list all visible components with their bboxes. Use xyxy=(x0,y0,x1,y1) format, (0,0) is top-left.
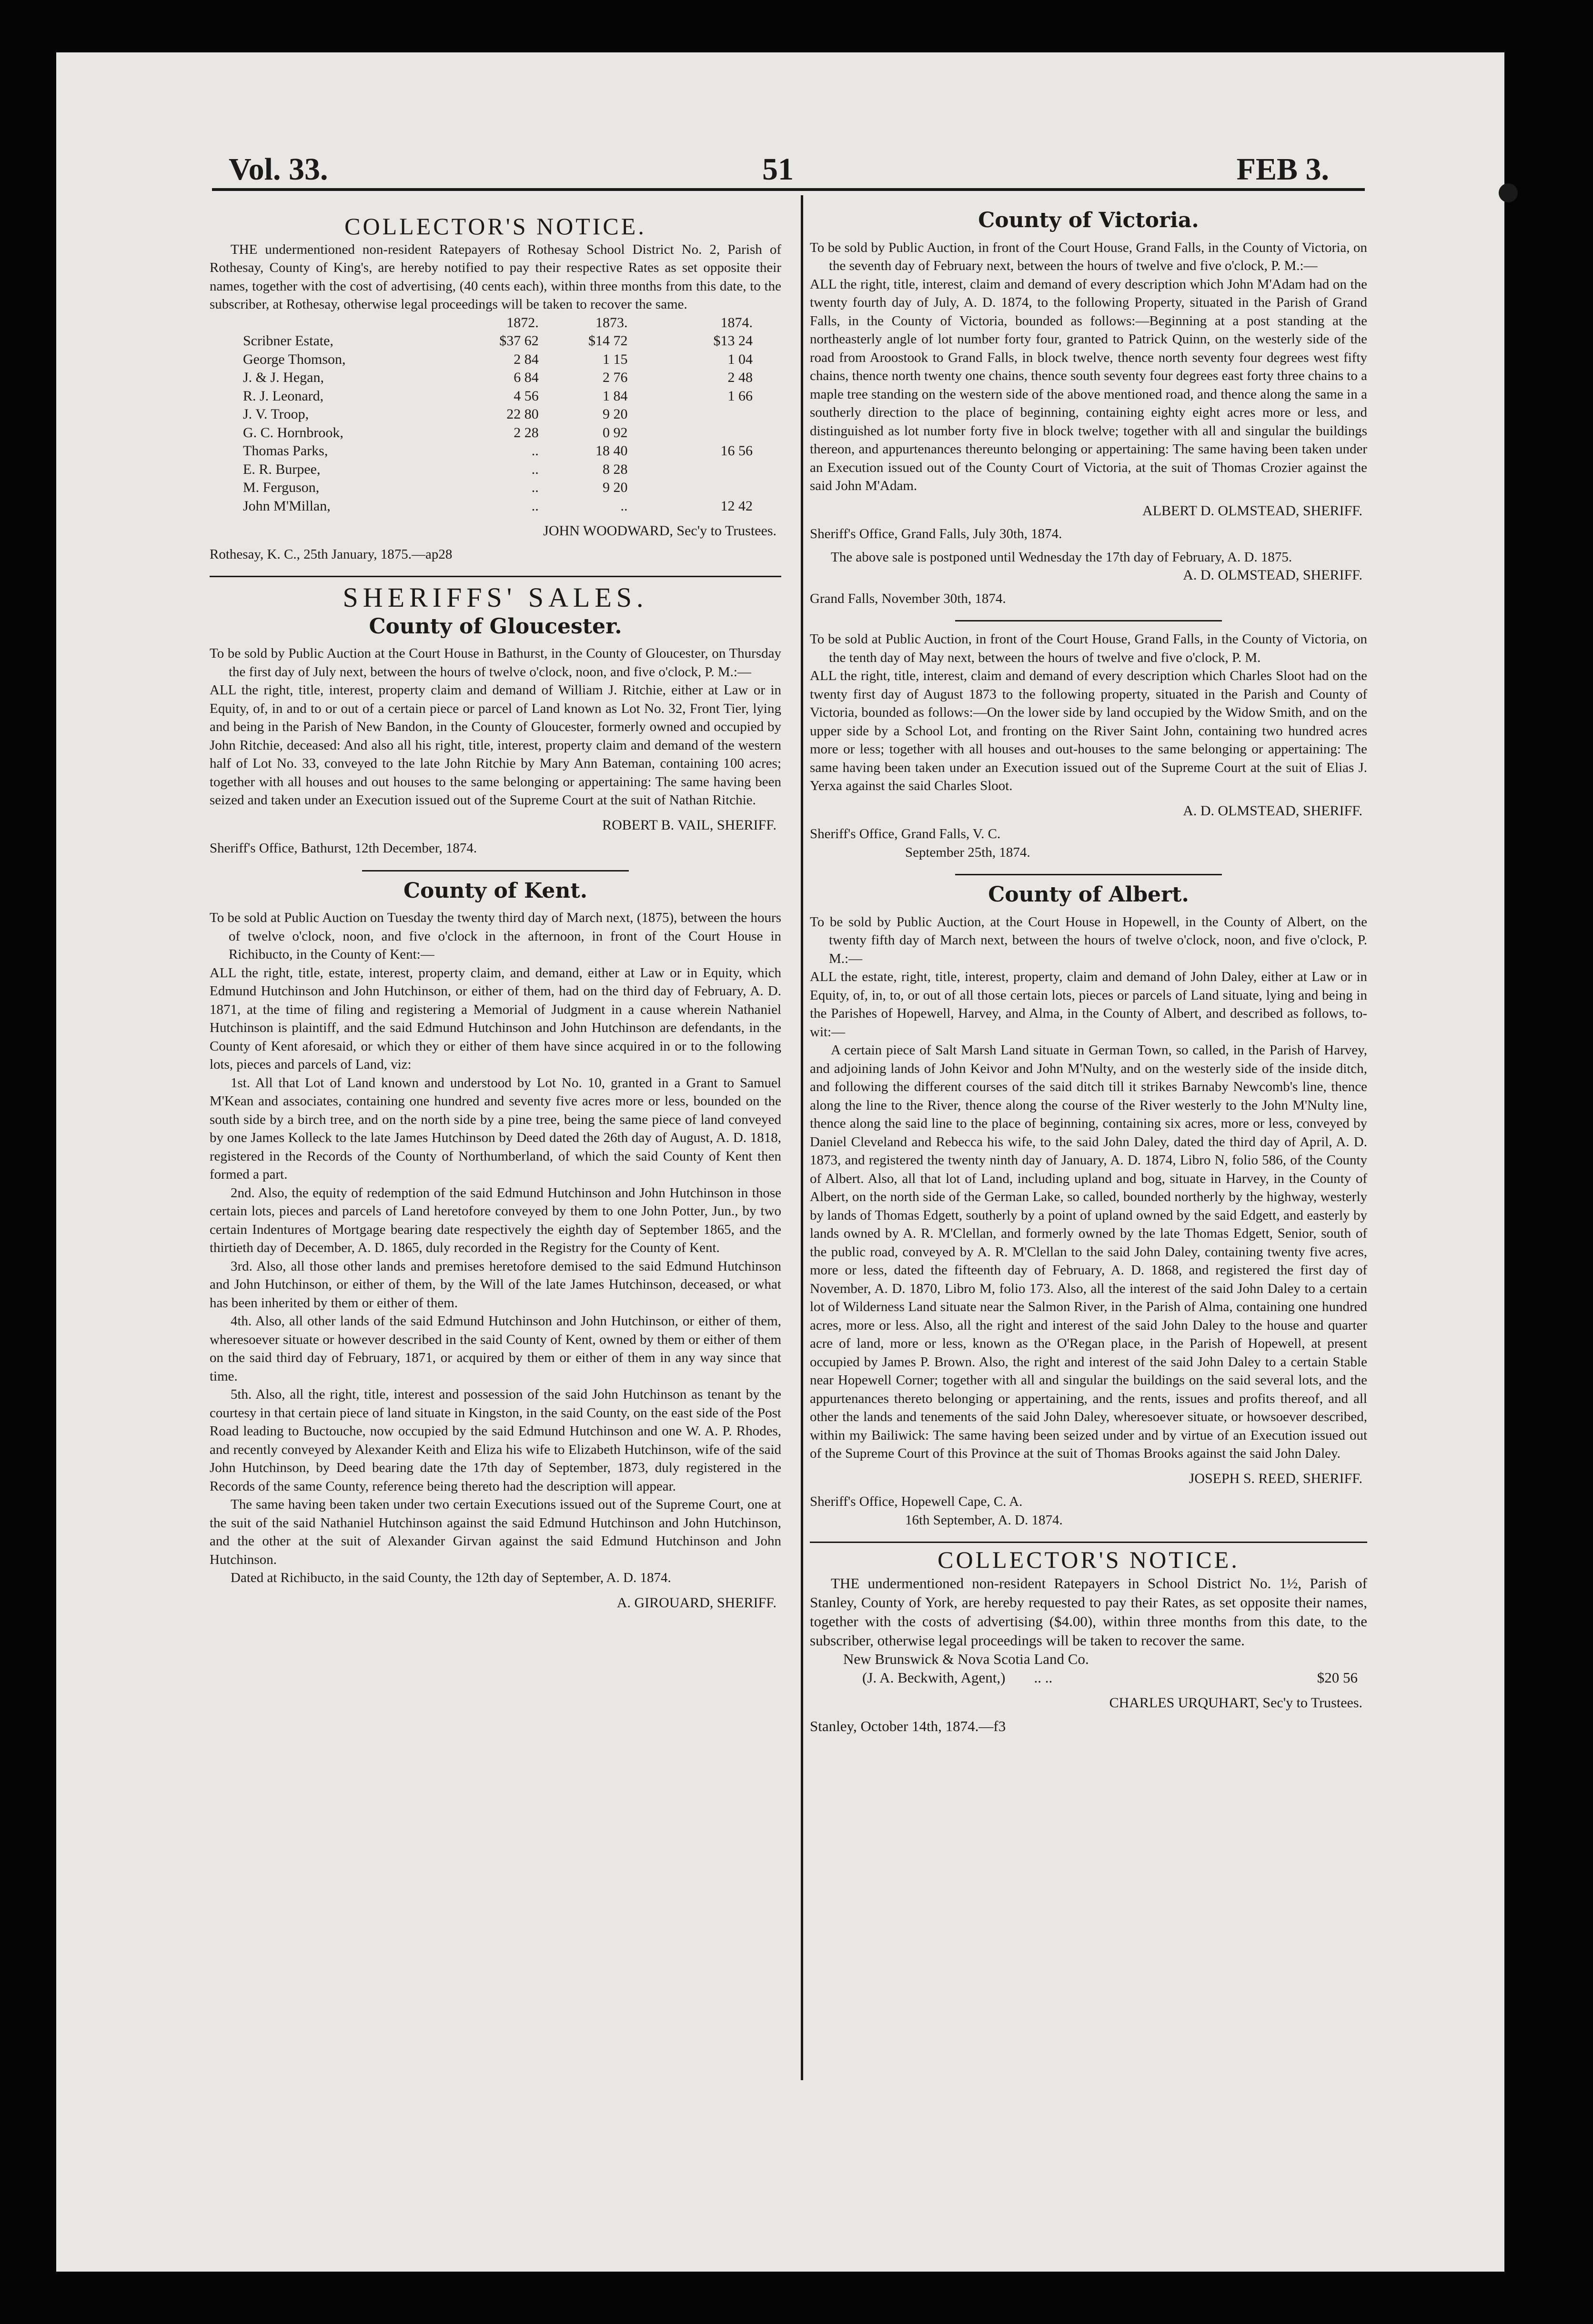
albert-sheriff-signature: JOSEPH S. REED, SHERIFF. xyxy=(1189,1470,1362,1486)
sheriffs-sales-title: SHERIFFS' SALES. xyxy=(343,582,648,613)
rate-1873: 9 20 xyxy=(602,480,628,495)
ratepayer-name: M. Ferguson, xyxy=(243,480,320,495)
gloucester-heading: County of Gloucester. xyxy=(369,614,622,639)
land-company-amount: $20 56 xyxy=(1317,1669,1358,1686)
table-row xyxy=(210,405,781,424)
ratepayer-name: Thomas Parks, xyxy=(243,443,328,459)
short-divider xyxy=(955,620,1222,621)
collector-notice-2-body: THE undermentioned non-resident Ratepayers in School District No. 1½, Parish of Stanley, County of York, are hereby requested to pay their Rates, as set opposite their names, together with the costs of advertising ($4.00), within three months from this date, to the subscriber, otherwise legal proceedings will be taken to recover the same. xyxy=(810,1574,1367,1649)
gloucester-sheriff-signature: ROBERT B. VAIL, SHERIFF. xyxy=(602,817,776,833)
rate-1874 xyxy=(627,424,781,442)
rate-1872: .. xyxy=(531,461,539,477)
victoria-body-2: ALL the right, title, interest, claim and demand of every description which Charles Sloot had on the twenty first day of August 1873 to the following property, situated in the Parish and County of Victoria, bounded as follows:—On the lower side by land occupied by the Widow Smith, and on the upper side by a School Lot, and fronting on the River Saint John, containing two hundred acres more or less; together with all houses and out-houses to the same belonging or appertaining: The same having been taken under an Execution issued out of the Supreme Court at the suit of Elias J. Yerxa against the said Charles Sloot. xyxy=(810,668,1367,793)
ratepayer-name: J. & J. Hegan, xyxy=(243,370,324,385)
albert-office-date: 16th September, A. D. 1874. xyxy=(905,1512,1063,1528)
rate-1874: 2 48 xyxy=(727,370,753,385)
left-column xyxy=(210,210,781,1617)
rate-1873: 1 84 xyxy=(602,388,628,404)
postponement-signature: A. D. OLMSTEAD, SHERIFF. xyxy=(1183,567,1362,583)
kent-all: ALL the right, title, estate, interest, property claim, and demand, either at Law or in Equity, which Edmund Hutchinson and John Hutchinson, or either of them, had on the third day of February, A. D. 1871, at the time of filing and registering a Memorial of Judgment in a cause wherein Nathaniel Hutchinson is plaintiff, and the said Edmund Hutchinson and John Hutchinson are defendants, in the County of Kent aforesaid, or which they or either of them have since acquired in or to the following lots, pieces and parcels of Land, viz: xyxy=(210,965,781,1072)
victoria-sheriff-signature-2: A. D. OLMSTEAD, SHERIFF. xyxy=(1183,802,1362,819)
rate-1873: 1 15 xyxy=(602,351,628,367)
volume-number: Vol. 33. xyxy=(229,152,328,187)
kent-lot-5th: 5th. Also, all the right, title, interest and possession of the said John Hutchinson as tenant by the courtesy in that certain piece of land situate in Kingston, in the said County, on the east side of the Post Road leading to Buctouche, now occupied by the said Edmund Hutchinson and one W. A. P. Rhodes, and recently conveyed by Alexander Keith and Eliza his wife to Elizabeth Hutchinson, wife of the said John Hutchinson, by Deed bearing date the 17th day of September, 1873, duly registered in the Records of the same County, reference being thereto had the description will appear. xyxy=(210,1387,781,1494)
section-divider xyxy=(210,576,781,577)
table-row xyxy=(210,424,781,442)
column-rule xyxy=(801,195,803,2080)
rate-1872: 2 28 xyxy=(514,424,539,441)
rate-1874: 16 56 xyxy=(720,443,753,459)
table-row xyxy=(210,479,781,497)
postponement-date: Grand Falls, November 30th, 1874. xyxy=(810,591,1006,606)
gloucester-intro: To be sold by Public Auction at the Court House in Bathurst, in the County of Gloucester, on Thursday the first day of July next, between the hours of twelve o'clock, noon, and five o'clock, P. M.:— xyxy=(210,646,781,680)
table-row xyxy=(210,387,781,406)
victoria-heading: County of Victoria. xyxy=(978,208,1199,232)
ratepayer-name: J. V. Troop, xyxy=(243,406,309,422)
trustees-signature: JOHN WOODWARD, Sec'y to Trustees. xyxy=(543,523,776,539)
ink-blot xyxy=(1499,183,1518,202)
kent-lot-2nd: 2nd. Also, the equity of redemption of the said Edmund Hutchinson and John Hutchinson in those certain lots, pieces and parcels of Land heretofore conveyed by them to one John Potter, Jun., by two certain Indentures of Mortgage bearing date respectively the eighth day of September 1865, and the thirtieth day of December, A. D. 1865, duly recorded in the Registry for the County of Kent. xyxy=(210,1185,781,1255)
table-row xyxy=(210,332,781,351)
right-column xyxy=(810,210,1367,1735)
kent-lot-1st: 1st. All that Lot of Land known and understood by Lot No. 10, granted in a Grant to Samuel M'Kean and associates, containing one hundred and seventy five acres more or less, bounded on the south side by a birch tree, and on the north side by a pine tree, being the same piece of land conveyed by one James Kolleck to the late James Hutchinson by Deed dated the 26th day of August, A. D. 1818, registered in the Records of the County of Northumberland, of which the said County of Kent then formed a part. xyxy=(210,1075,781,1182)
rates-table xyxy=(210,314,781,516)
albert-heading: County of Albert. xyxy=(988,882,1189,907)
page-header xyxy=(176,151,1362,204)
header-rule xyxy=(212,188,1365,191)
notice-2-dateline: Stanley, October 14th, 1874.—f3 xyxy=(810,1717,1006,1734)
year-1874: 1874. xyxy=(720,314,753,331)
rate-1874 xyxy=(627,405,781,424)
land-company-name: New Brunswick & Nova Scotia Land Co. xyxy=(843,1650,1089,1667)
victoria-office-2-date: September 25th, 1874. xyxy=(905,844,1030,860)
ratepayer-name: G. C. Hornbrook, xyxy=(243,424,343,441)
table-row xyxy=(210,351,781,369)
short-divider xyxy=(362,870,629,872)
section-divider xyxy=(810,1542,1367,1543)
notice-2-signature: CHARLES URQUHART, Sec'y to Trustees. xyxy=(1109,1695,1362,1711)
kent-dated: Dated at Richibucto, in the said County, the 12th day of September, A. D. 1874. xyxy=(231,1570,671,1585)
albert-office: Sheriff's Office, Hopewell Cape, C. A. xyxy=(810,1494,1023,1509)
victoria-sheriff-signature: ALBERT D. OLMSTEAD, SHERIFF. xyxy=(1142,502,1362,519)
rate-1872: .. xyxy=(531,480,539,495)
table-row xyxy=(210,461,781,479)
rate-1873: 2 76 xyxy=(602,370,628,385)
gloucester-body: ALL the right, title, interest, property claim and demand of William J. Ritchie, either at Law or in Equity, of, in and to or out of a certain piece or parcel of Land known as Lot No. 32, Front Tier, lying and being in the Parish of New Bandon, in the County of Gloucester, formerly owned and occupied by John Ritchie, deceased: And also all his right, title, interest, property claim and demand of the western half of Lot No. 33, conveyed to the late John Ritchie by Mary Ann Bateman, containing 100 acres; together with all houses and out houses to the same belonging or appertaining: The same having been seized and taken under an Execution issued out of the Supreme Court at the suit of Nathan Ritchie. xyxy=(210,682,781,808)
rate-1874 xyxy=(627,479,781,497)
table-row xyxy=(210,442,781,461)
rate-1873: 18 40 xyxy=(595,443,628,459)
year-1873: 1873. xyxy=(595,314,628,331)
ratepayer-name: Scribner Estate, xyxy=(243,333,333,349)
rate-1874: 1 04 xyxy=(727,351,753,367)
collector-notice-2-title: COLLECTOR'S NOTICE. xyxy=(938,1546,1240,1573)
albert-all: ALL the estate, right, title, interest, property, claim and demand of John Daley, either at Law or in Equity, of, in, to, or out of all those certain lots, pieces or parcels of Land situate, lying and being in the Parishes of Hopewell, Harvey, and Alma, in the County of Albert, and described as follows, to-wit:— xyxy=(810,969,1367,1040)
kent-seized: The same having been taken under two certain Executions issued out of the Supreme Court, one at the suit of the said Nathaniel Hutchinson against the said Edmund Hutchinson and John Hutchinson, and the other at the suit of Alexander Girvan against the said Edmund Hutchinson and John Hutchinson. xyxy=(210,1497,781,1567)
kent-lot-3rd: 3rd. Also, all those other lands and premises heretofore demised to the said Edmund Hutchinson and John Hutchinson, or either of them, by the Will of the late James Hutchinson, deceased, or what has been inherited by them or either of them. xyxy=(210,1258,781,1311)
rate-1873: $14 72 xyxy=(588,333,628,349)
rates-table-header xyxy=(210,314,781,332)
rate-1872: 22 80 xyxy=(506,406,539,422)
rate-1874: 1 66 xyxy=(727,388,753,404)
entry-leader: .. .. xyxy=(1034,1669,1053,1686)
albert-intro: To be sold by Public Auction, at the Court House in Hopewell, in the County of Albert, on the twenty fifth day of March next, between the hours of twelve o'clock, noon, and five o'clock, P. M.:— xyxy=(810,914,1367,966)
rate-1872: $37 62 xyxy=(499,333,539,349)
postponement-notice: The above sale is postponed until Wednesday the 17th day of February, A. D. 1875. xyxy=(831,549,1292,565)
kent-heading: County of Kent. xyxy=(403,878,588,903)
rate-1872: 6 84 xyxy=(514,370,539,385)
rate-1872: .. xyxy=(531,443,539,459)
kent-lot-4th: 4th. Also, all other lands of the said Edmund Hutchinson and John Hutchinson, or either of them, wheresoever situate or however described in the said County of Kent, owned by them or either of them on the said third day of February, 1871, or acquired by them or either of them in any way since that time. xyxy=(210,1313,781,1384)
rate-1872: 4 56 xyxy=(514,388,539,404)
albert-lots: A certain piece of Salt Marsh Land situate in German Town, so called, in the Parish of Harvey, and adjoining lands of John Keivor and John M'Nulty, and on the westerly side of the inside ditch, and following the different courses of the said ditch till it strikes Barnaby Newcomb's line, thence along the line to the River, thence along the course of the River westerly to the John M'Nulty line, thence along the said line to the place of beginning, containing six acres, more or less, conveyed by Daniel Cleveland and Rebecca his wife, to the said John Daley, dated the third day of April, A. D. 1873, and registered the twenty ninth day of January, A. D. 1874, Libro N, folio 586, of the County of Albert. Also, all that lot of Land, including upland and bog, situate in Harvey, in the County of Albert, on the north side of the German Lake, so called, bounded northerly by the highway, westerly by lands of Thomas Edgett, southerly by a point of upland owned by the said Edgett, and easterly by lands owned by A. R. M'Clellan, and formerly owned by the late Thomas Edgett, Senior, south of the public road, conveyed by A. R. M'Clellan to the said John Daley, containing twenty five acres, more or less, dated the fifteenth day of February, A. D. 1868, and registered the first day of November, A. D. 1870, Libro M, folio 173. Also, all the interest of the said John Daley to a certain lot of Wilderness Land situate near the Salmon River, in the Parish of Alma, containing one hundred acres, more or less. Also, all the right and interest of the said John Daley to the house and quarter acre of land, more or less, known as the O'Regan place, in the Parish of Hopewell, at present occupied by James P. Brown. Also, the right and interest of the said John Daley to a certain Stable near Hopewell Corner; together with all and singular the buildings on the said several lots, and the appurtenances thereto belonging or appertaining, and the rents, issues and profits thereof, and all other the lands and tenements of the said John Daley, wheresoever situate, or howsoever described, within my Bailiwick: The same having been seized under and by virtue of an Execution issued out of the Supreme Court of this Province at the suit of Thomas Brooks against the said John Daley. xyxy=(810,1042,1367,1461)
issue-date: FEB 3. xyxy=(1236,152,1329,187)
notice-dateline: Rothesay, K. C., 25th January, 1875.—ap28 xyxy=(210,546,453,562)
ratepayer-name: John M'Millan, xyxy=(243,498,331,514)
rate-1873: 0 92 xyxy=(602,424,628,441)
collector-notice-body: THE undermentioned non-resident Ratepayers of Rothesay School District No. 2, Parish of Rothesay, County of King's, are hereby notified to pay their respective Rates as set opposite their names, together with the cost of advertising, (40 cents each), within three months from this date, to the subscriber, at Rothesay, otherwise legal proceedings will be taken to recover the same. xyxy=(210,241,781,312)
ratepayer-name: R. J. Leonard, xyxy=(243,388,324,404)
table-row xyxy=(210,497,781,516)
rate-1873: 8 28 xyxy=(602,461,628,477)
short-divider xyxy=(955,874,1222,875)
rate-1872: 2 84 xyxy=(514,351,539,367)
victoria-intro: To be sold by Public Auction, in front of the Court House, Grand Falls, in the County of Victoria, on the seventh day of February next, between the hours of twelve and five o'clock, P. M.:— xyxy=(810,240,1367,273)
victoria-office-2: Sheriff's Office, Grand Falls, V. C. xyxy=(810,826,1001,841)
victoria-intro-2: To be sold at Public Auction, in front of the Court House, Grand Falls, in the County of Victoria, on the tenth day of May next, between the hours of twelve and five o'clock, P. M. xyxy=(810,631,1367,665)
rate-1872: .. xyxy=(531,498,539,514)
victoria-office: Sheriff's Office, Grand Falls, July 30th, 1874. xyxy=(810,526,1062,541)
year-1872: 1872. xyxy=(506,314,539,331)
rate-1874: $13 24 xyxy=(713,333,753,349)
land-company-agent: (J. A. Beckwith, Agent,) xyxy=(862,1669,1006,1686)
rate-1873: 9 20 xyxy=(602,406,628,422)
kent-intro: To be sold at Public Auction on Tuesday the twenty third day of March next, (1875), between the hours of twelve o'clock, noon, and five o'clock in the afternoon, in front of the Court House in Richibucto, in the County of Kent:— xyxy=(210,910,781,962)
rate-1874 xyxy=(627,461,781,479)
victoria-body: ALL the right, title, interest, claim and demand of every description which John M'Adam had on the twenty fourth day of July, A. D. 1874, to the following Property, situated in the Parish of Grand Falls, in the County of Victoria, bounded as follows:—Beginning at a post standing at the northeasterly angle of lot number forty four, granted to Patrick Quinn, on the westerly side of the road from Aroostook to Grand Falls, in block twelve, thence north seventy four degrees west fifty chains, thence north twenty one chains, thence south seventy four degrees east forty three chains to a maple tree standing on the western side of the above mentioned road, and thence along the same in a southerly direction to the place of beginning, containing eighty eight acres more or less, and distinguished as lot number forty five in block twelve; together with all and singular the buildings thereon, and appurtenances thereunto belonging or appertaining: The same having been taken under an Execution issued out of the County Court of Victoria, at the suit of Thomas Crozier against the said John M'Adam. xyxy=(810,276,1367,493)
table-row xyxy=(210,369,781,387)
collector-notice-title: COLLECTOR'S NOTICE. xyxy=(344,213,646,240)
ratepayer-name: George Thomson, xyxy=(243,351,346,367)
page-number: 51 xyxy=(762,152,794,187)
land-company-entry xyxy=(810,1668,1367,1687)
rate-1874: 12 42 xyxy=(720,498,753,514)
rate-1873: .. xyxy=(620,498,628,514)
gloucester-office: Sheriff's Office, Bathurst, 12th December, 1874. xyxy=(210,841,477,856)
kent-sheriff-signature: A. GIROUARD, SHERIFF. xyxy=(616,1594,776,1611)
ratepayer-name: E. R. Burpee, xyxy=(243,461,321,477)
